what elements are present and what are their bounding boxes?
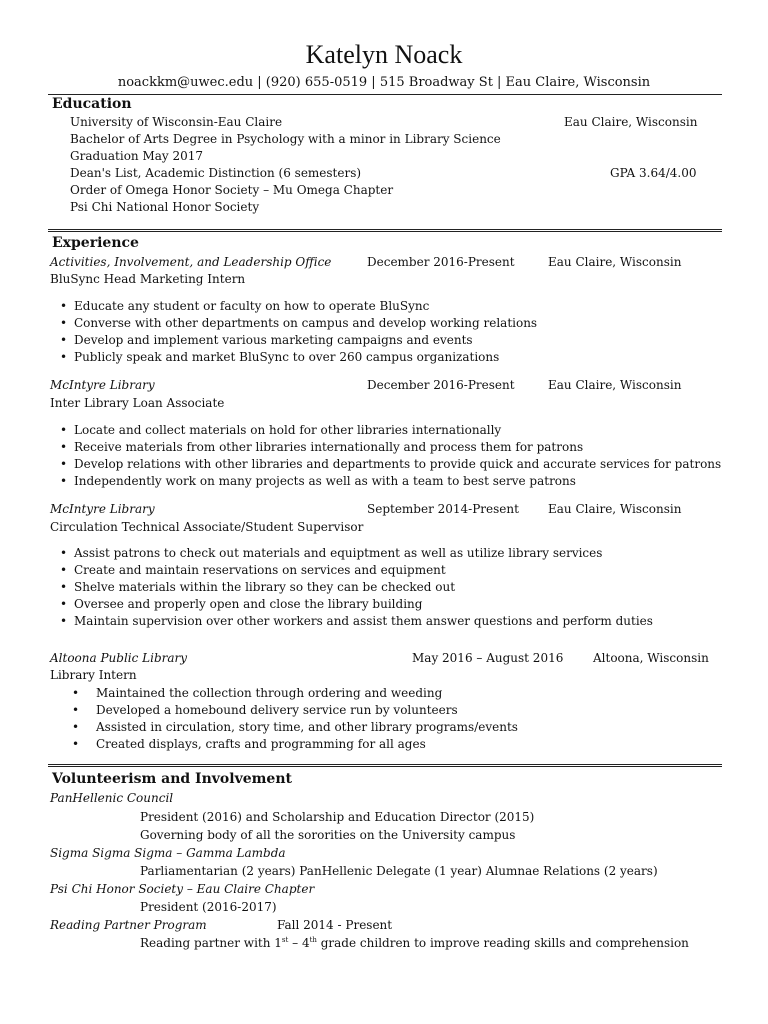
job-title: Inter Library Loan Associate — [50, 396, 225, 410]
job-bullets — [52, 545, 653, 630]
list-item: • Maintain supervision over other workers and assist them answer questions and perform duties — [52, 613, 653, 630]
job-bullets — [52, 685, 518, 753]
header-divider — [48, 94, 722, 95]
job-org: McIntyre Library — [50, 378, 155, 392]
education-degree: Bachelor of Arts Degree in Psychology with a minor in Library Science — [70, 132, 501, 146]
list-item: • Educate any student or faculty on how to operate BluSync — [52, 298, 537, 315]
education-divider — [48, 229, 722, 230]
experience-divider-2 — [48, 766, 722, 767]
job-dates: September 2014-Present — [367, 502, 519, 516]
education-school: University of Wisconsin-Eau Claire — [70, 115, 283, 129]
list-item: • Receive materials from other libraries internationally and process them for patrons — [52, 439, 721, 456]
job-bullets — [52, 298, 537, 366]
reading-sup-2: th — [309, 936, 317, 944]
education-divider-2 — [48, 231, 722, 232]
list-item: • Created displays, crafts and programming for all ages — [52, 736, 518, 753]
volunteer-role-psichi: President (2016-2017) — [140, 900, 277, 914]
volunteer-org-reading: Reading Partner Program — [50, 918, 207, 932]
reading-desc-c: grade children to improve reading skills and comprehension — [316, 936, 689, 950]
education-deans-list: Dean's List, Academic Distinction (6 semesters) — [70, 166, 362, 180]
reading-sup-1: st — [281, 936, 289, 944]
list-item: • Publicly speak and market BluSync to over 260 campus organizations — [52, 349, 537, 366]
education-heading: Education — [52, 96, 132, 112]
job-location: Eau Claire, Wisconsin — [548, 502, 682, 516]
job-dates: December 2016-Present — [367, 255, 515, 269]
education-honor-omega: Order of Omega Honor Society – Mu Omega Chapter — [70, 183, 394, 197]
list-item: • Shelve materials within the library so they can be checked out — [52, 579, 653, 596]
job-title: Library Intern — [50, 668, 137, 682]
contact-line: noackkm@uwec.edu | (920) 655-0519 | 515 Broadway St | Eau Claire, Wisconsin — [117, 75, 651, 90]
education-honor-psichi: Psi Chi National Honor Society — [70, 200, 260, 214]
job-bullets — [52, 422, 721, 490]
list-item: • Create and maintain reservations on services and equipment — [52, 562, 653, 579]
education-gpa: GPA 3.64/4.00 — [610, 166, 697, 180]
volunteer-org-psichi: Psi Chi Honor Society – Eau Claire Chapter — [50, 882, 315, 896]
reading-desc-a: Reading partner with 1 — [140, 936, 282, 950]
job-title: Circulation Technical Associate/Student Supervisor — [50, 520, 364, 534]
list-item: • Assisted in circulation, story time, and other library programs/events — [52, 719, 518, 736]
list-item: • Oversee and properly open and close the library building — [52, 596, 653, 613]
job-title: BluSync Head Marketing Intern — [50, 272, 246, 286]
resume-name: Katelyn Noack — [305, 40, 463, 69]
job-location: Eau Claire, Wisconsin — [548, 378, 682, 392]
job-dates: December 2016-Present — [367, 378, 515, 392]
list-item: • Developed a homebound delivery service run by volunteers — [52, 702, 518, 719]
volunteer-org-sigma: Sigma Sigma Sigma – Gamma Lambda — [50, 846, 286, 860]
volunteer-heading: Volunteerism and Involvement — [52, 771, 292, 787]
volunteer-role-panhellenic: President (2016) and Scholarship and Education Director (2015) — [140, 810, 535, 824]
list-item: • Converse with other departments on campus and develop working relations — [52, 315, 537, 332]
volunteer-desc-panhellenic: Governing body of all the sororities on the University campus — [140, 828, 516, 842]
volunteer-desc-reading — [140, 936, 689, 950]
volunteer-dates-reading: Fall 2014 - Present — [277, 918, 393, 932]
job-dates: May 2016 – August 2016 — [412, 651, 564, 665]
reading-desc-b: – 4 — [288, 936, 310, 950]
job-org: McIntyre Library — [50, 502, 155, 516]
job-org: Altoona Public Library — [50, 651, 188, 665]
job-location: Altoona, Wisconsin — [593, 651, 709, 665]
list-item: • Develop relations with other libraries and departments to provide quick and accurate services for patrons — [52, 456, 721, 473]
volunteer-org-panhellenic: PanHellenic Council — [50, 791, 174, 805]
experience-divider — [48, 764, 722, 765]
education-graduation: Graduation May 2017 — [70, 149, 204, 163]
list-item: • Develop and implement various marketing campaigns and events — [52, 332, 537, 349]
education-location: Eau Claire, Wisconsin — [564, 115, 698, 129]
volunteer-role-sigma: Parliamentarian (2 years) PanHellenic Delegate (1 year) Alumnae Relations (2 years) — [140, 864, 658, 878]
job-location: Eau Claire, Wisconsin — [548, 255, 682, 269]
list-item: • Independently work on many projects as well as with a team to best serve patrons — [52, 473, 721, 490]
list-item: • Assist patrons to check out materials and equiptment as well as utilize library services — [52, 545, 653, 562]
list-item: • Locate and collect materials on hold for other libraries internationally — [52, 422, 721, 439]
list-item: • Maintained the collection through ordering and weeding — [52, 685, 518, 702]
experience-heading: Experience — [52, 235, 139, 251]
job-org: Activities, Involvement, and Leadership Office — [50, 255, 332, 269]
